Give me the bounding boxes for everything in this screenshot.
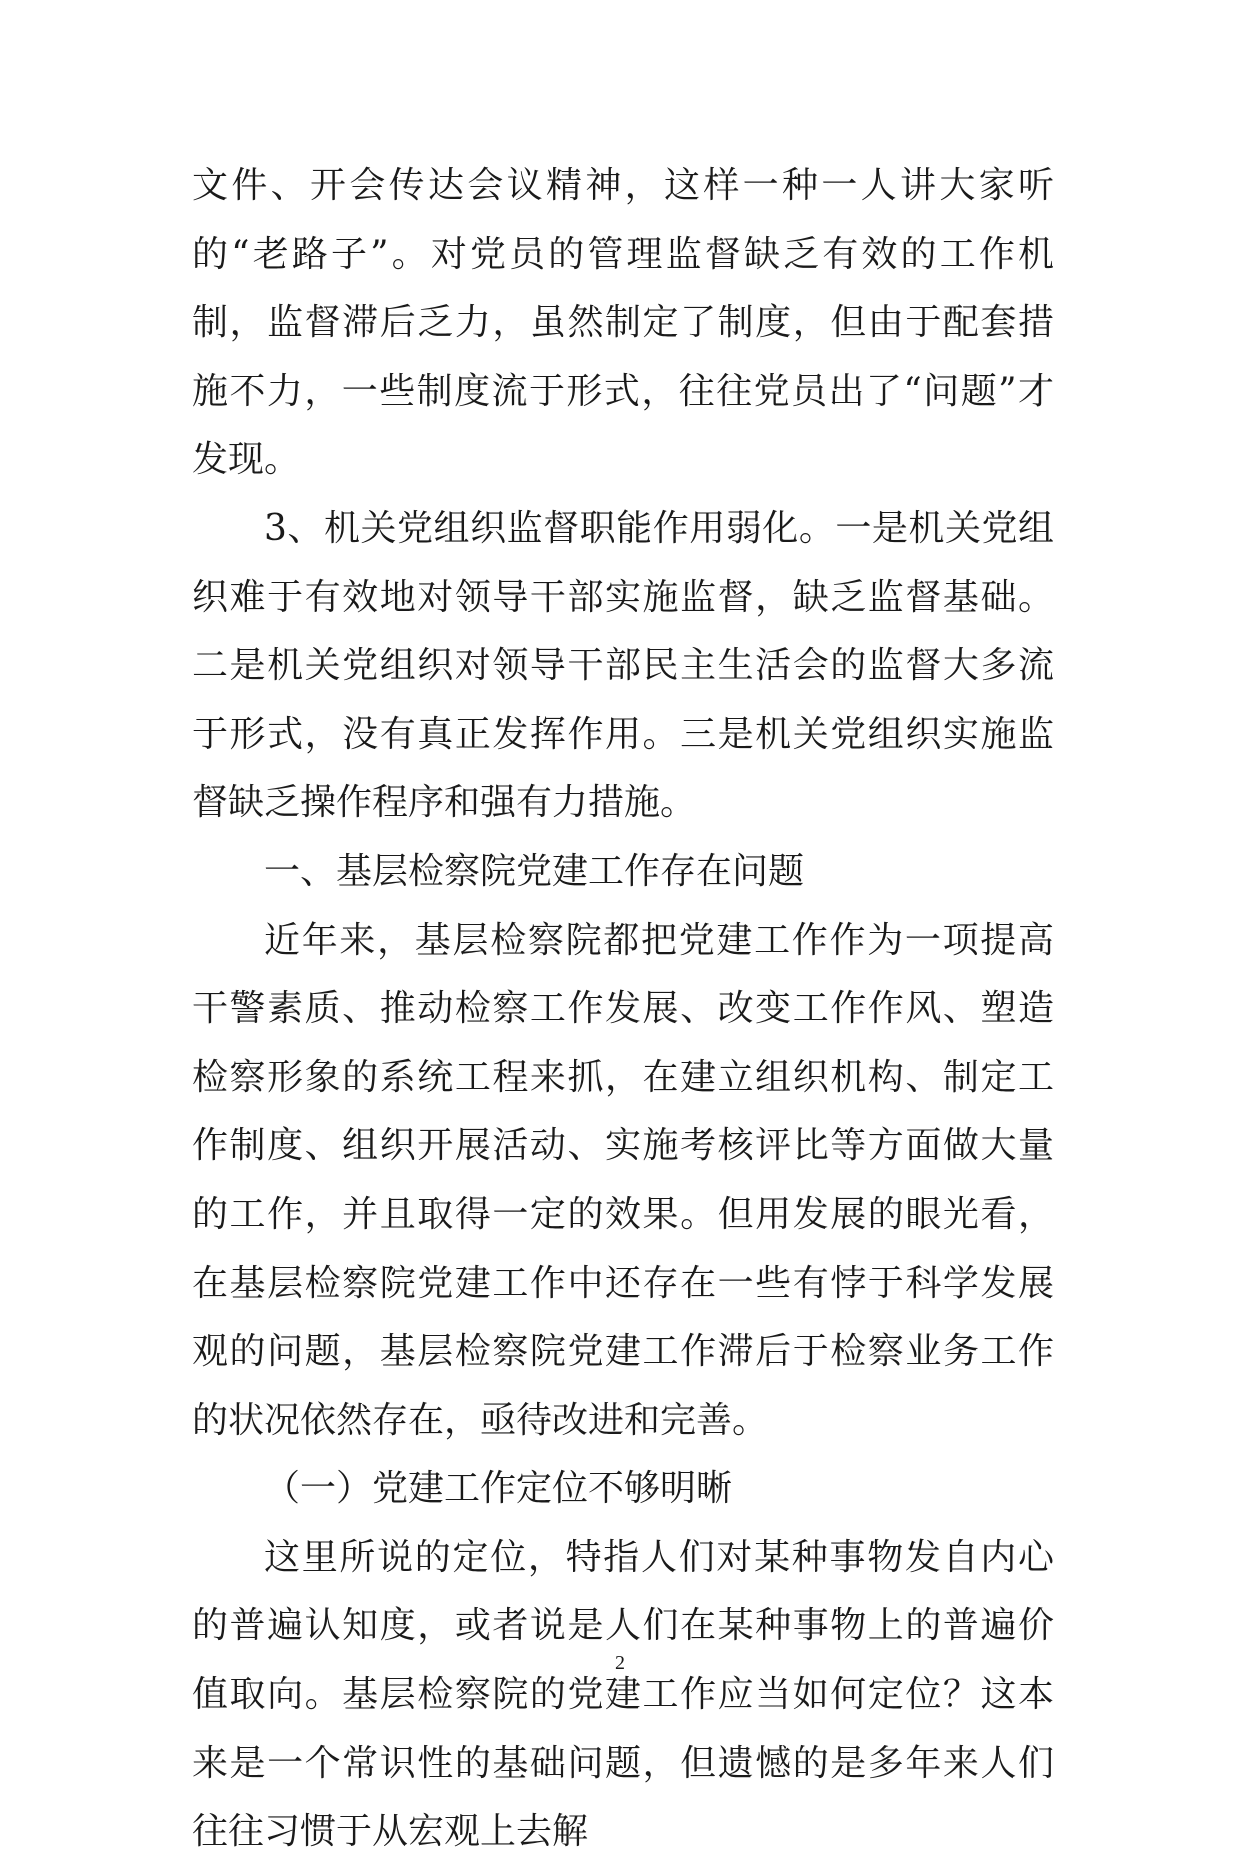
paragraph-supervision-weakened: 3、机关党组织监督职能作用弱化。一是机关党组织难于有效地对领导干部实施监督，缺乏监督基础。二是机关党组织对领导干部民主生活会的监督大多流于形式，没有真正发挥作用。三是机关党组织实施监督缺乏操作程序和强有力措施。 bbox=[192, 507, 1054, 824]
paragraph-recent-years: 近年来，基层检察院都把党建工作作为一项提高干警素质、推动检察工作发展、改变工作作风、塑造检察形象的系统工程来抓，在建立组织机构、制定工作制度、组织开展活动、实施考核评比等方面做大量的工作，并且取得一定的效果。但用发展的眼光看，在基层检察院党建工作中还存在一些有悖于科学发展观的问题，基层检察院党建工作滞后于检察业务工作的状况依然存在，亟待改进和完善。 bbox=[192, 919, 1054, 1441]
section-heading-problems: 一、基层检察院党建工作存在问题 bbox=[264, 850, 805, 892]
paragraph-positioning: 这里所说的定位，特指人们对某种事物发自内心的普遍认知度，或者说是人们在某种事物上的普遍价值取向。基层检察院的党建工作应当如何定位？这本来是一个常识性的基础问题，但遗憾的是多年来人们往往习惯于从宏观上去解 bbox=[192, 1536, 1054, 1853]
body-text bbox=[192, 152, 1054, 1867]
page-number: 2 bbox=[615, 1652, 625, 1674]
paragraph-continuation: 文件、开会传达会议精神，这样一种一人讲大家听的“老路子”。对党员的管理监督缺乏有效的工作机制，监督滞后乏力，虽然制定了制度，但由于配套措施不力，一些制度流于形式，往往党员出了“问题”才发现。 bbox=[192, 165, 1054, 481]
subsection-heading-positioning: （一）党建工作定位不够明晰 bbox=[264, 1468, 733, 1510]
